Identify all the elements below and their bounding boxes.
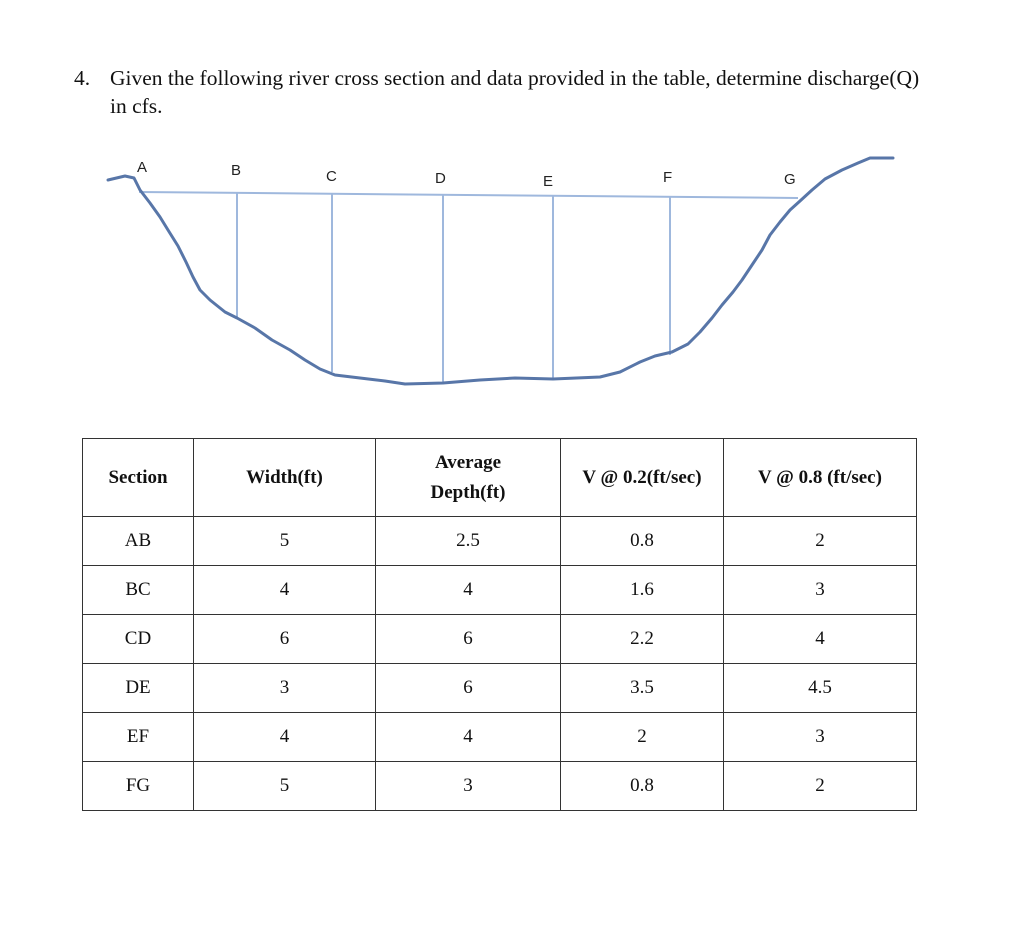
label-a: A [137, 159, 148, 176]
cell-section: CD [83, 615, 194, 664]
cell-v08: 3 [724, 566, 917, 615]
cell-v08: 4.5 [724, 664, 917, 713]
cell-v02: 2 [561, 713, 724, 762]
cell-width: 4 [194, 566, 376, 615]
cell-depth: 4 [376, 566, 561, 615]
cell-v02: 2.2 [561, 615, 724, 664]
cell-depth: 3 [376, 762, 561, 811]
header-section: Section [83, 439, 194, 517]
cell-section: FG [83, 762, 194, 811]
cell-section: BC [83, 566, 194, 615]
cell-width: 3 [194, 664, 376, 713]
label-d: D [435, 170, 446, 187]
cell-depth: 6 [376, 615, 561, 664]
river-cross-section-diagram [0, 0, 1024, 430]
label-b: B [231, 162, 242, 179]
cell-section: EF [83, 713, 194, 762]
data-table [82, 438, 917, 811]
table-row [83, 713, 917, 762]
header-width: Width(ft) [194, 439, 376, 517]
cell-width: 5 [194, 762, 376, 811]
table-row [83, 664, 917, 713]
cell-depth: 6 [376, 664, 561, 713]
cell-v02: 1.6 [561, 566, 724, 615]
cell-width: 5 [194, 517, 376, 566]
cell-width: 4 [194, 713, 376, 762]
header-average-depth: Average Depth(ft) [376, 439, 561, 517]
label-f: F [663, 169, 673, 186]
header-v-0-8: V @ 0.8 (ft/sec) [724, 439, 917, 517]
cell-v02: 0.8 [561, 762, 724, 811]
cell-v08: 2 [724, 762, 917, 811]
label-e: E [543, 173, 554, 190]
header-v-0-2: V @ 0.2(ft/sec) [561, 439, 724, 517]
cell-section: DE [83, 664, 194, 713]
cell-v08: 4 [724, 615, 917, 664]
table-header-row [83, 439, 917, 517]
label-c: C [326, 168, 337, 185]
cell-v08: 3 [724, 713, 917, 762]
cell-width: 6 [194, 615, 376, 664]
cell-section: AB [83, 517, 194, 566]
cell-v02: 0.8 [561, 517, 724, 566]
label-g: G [784, 171, 796, 188]
question-text: Given the following river cross section and data provided in the table, determine discharge(Q) in cfs. [110, 66, 920, 118]
table-row [83, 762, 917, 811]
cell-depth: 4 [376, 713, 561, 762]
table-row [83, 566, 917, 615]
cell-v02: 3.5 [561, 664, 724, 713]
table-row [83, 615, 917, 664]
cell-depth: 2.5 [376, 517, 561, 566]
cell-v08: 2 [724, 517, 917, 566]
question-number: 4. [74, 66, 91, 90]
table-row [83, 517, 917, 566]
